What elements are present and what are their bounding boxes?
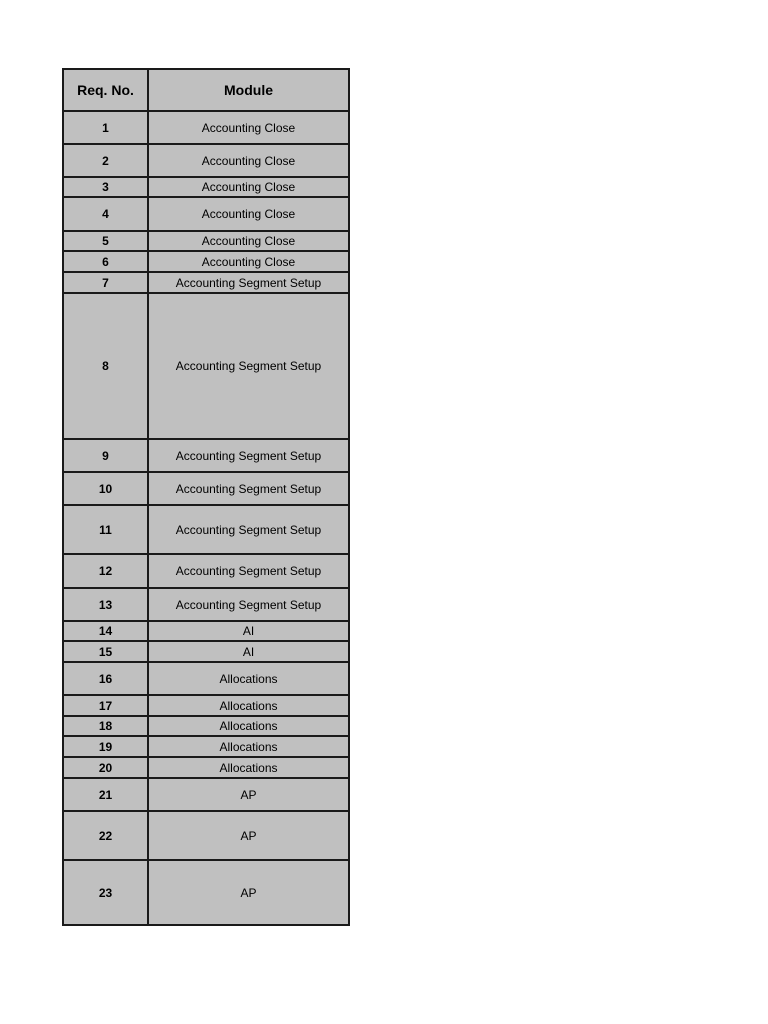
table-row <box>64 198 348 232</box>
table-row <box>64 758 348 779</box>
req-no-cell: 9 <box>64 440 149 471</box>
table-row <box>64 717 348 737</box>
req-no-cell: 7 <box>64 273 149 292</box>
module-cell: Accounting Segment Setup <box>175 359 322 373</box>
module-cell: AI <box>242 624 255 638</box>
table-row <box>64 112 348 145</box>
req-no-cell: 14 <box>64 622 149 640</box>
module-cell: Allocations <box>219 698 278 713</box>
table-row <box>64 642 348 663</box>
req-no-cell: 2 <box>64 145 149 176</box>
module-cell: Accounting Segment Setup <box>175 597 322 612</box>
table-row <box>64 737 348 758</box>
req-no-cell: 11 <box>64 506 149 553</box>
req-no-cell: 1 <box>64 112 149 143</box>
req-no-cell: 15 <box>64 642 149 661</box>
req-no-cell: 13 <box>64 589 149 620</box>
table-row <box>64 473 348 506</box>
table-row <box>64 779 348 812</box>
table-row <box>64 294 348 440</box>
table-row <box>64 861 348 924</box>
header-module: Module <box>224 82 273 98</box>
module-cell: AP <box>240 787 257 802</box>
table-row <box>64 663 348 696</box>
table-row <box>64 440 348 473</box>
req-no-cell: 16 <box>64 663 149 694</box>
module-cell: Accounting Segment Setup <box>175 481 322 496</box>
table-row <box>64 589 348 622</box>
module-cell: Accounting Close <box>201 254 296 269</box>
module-cell: Accounting Close <box>201 234 296 248</box>
header-req-no: Req. No. <box>64 70 149 110</box>
module-cell: Accounting Close <box>201 180 296 194</box>
table-row <box>64 555 348 589</box>
req-no-cell: 18 <box>64 717 149 735</box>
req-no-cell: 4 <box>64 198 149 230</box>
req-no-cell: 8 <box>64 294 149 438</box>
module-cell: AP <box>240 885 257 900</box>
module-cell: Accounting Segment Setup <box>175 448 322 463</box>
module-cell: Accounting Close <box>201 207 296 221</box>
table-row <box>64 506 348 555</box>
table-row <box>64 232 348 252</box>
table-row <box>64 812 348 861</box>
table-row <box>64 273 348 294</box>
module-cell: Accounting Close <box>201 120 296 135</box>
req-no-cell: 23 <box>64 861 149 924</box>
table-row <box>64 622 348 642</box>
module-cell: Allocations <box>219 671 278 686</box>
table-row <box>64 252 348 273</box>
module-cell: AP <box>240 828 257 843</box>
req-no-cell: 3 <box>64 178 149 196</box>
req-no-cell: 12 <box>64 555 149 587</box>
module-cell: Accounting Segment Setup <box>175 275 322 290</box>
table-row <box>64 145 348 178</box>
module-cell: Allocations <box>219 760 278 775</box>
module-table <box>62 68 350 926</box>
table-row <box>64 178 348 198</box>
table-row <box>64 696 348 717</box>
req-no-cell: 22 <box>64 812 149 859</box>
req-no-cell: 10 <box>64 473 149 504</box>
module-cell: Accounting Segment Setup <box>175 522 322 537</box>
req-no-cell: 21 <box>64 779 149 810</box>
module-cell: Allocations <box>219 719 278 733</box>
req-no-cell: 17 <box>64 696 149 715</box>
module-cell: Accounting Segment Setup <box>175 564 322 578</box>
req-no-cell: 19 <box>64 737 149 756</box>
req-no-cell: 6 <box>64 252 149 271</box>
req-no-cell: 5 <box>64 232 149 250</box>
module-cell: Accounting Close <box>201 153 296 168</box>
module-cell: AI <box>242 644 255 659</box>
table-header-row <box>64 70 348 112</box>
module-cell: Allocations <box>219 739 278 754</box>
req-no-cell: 20 <box>64 758 149 777</box>
